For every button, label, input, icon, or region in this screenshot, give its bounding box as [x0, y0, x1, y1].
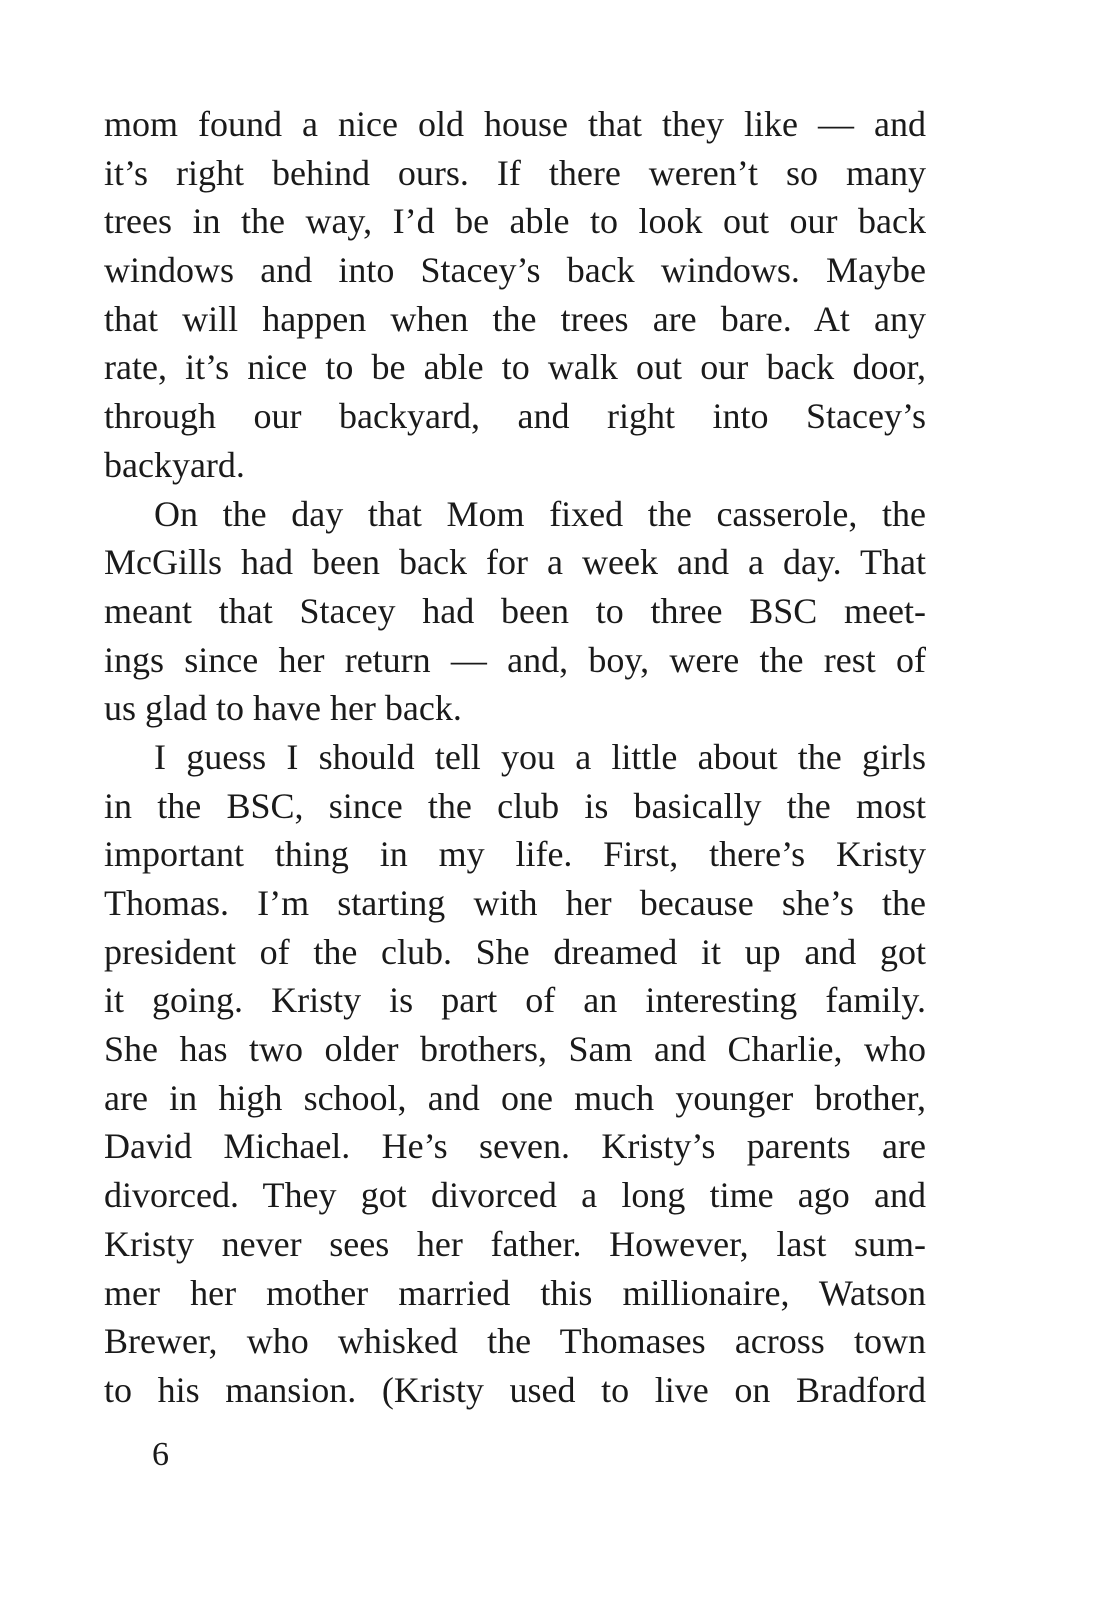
text-line: president of the club. She dreamed it up and got — [104, 931, 926, 972]
text-line: trees in the way, I’d be able to look out our back — [104, 201, 926, 242]
text-line: rate, it’s nice to be able to walk out our back door, — [104, 347, 926, 388]
text-line: in the BSC, since the club is basically the most — [104, 785, 926, 826]
text-line: David Michael. He’s seven. Kristy’s parents are — [104, 1126, 926, 1167]
body-text — [104, 100, 926, 1415]
text-line: are in high school, and one much younger brother, — [104, 1077, 926, 1118]
text-line: I guess I should tell you a little about the girls — [154, 736, 926, 777]
text-line: divorced. They got divorced a long time ago and — [104, 1175, 926, 1216]
text-line: important thing in my life. First, there’s Kristy — [104, 834, 926, 875]
text-line: Thomas. I’m starting with her because she’s the — [104, 883, 926, 923]
text-line: backyard. — [104, 444, 245, 485]
text-line: mom found a nice old house that they like — and — [104, 104, 926, 144]
page-number: 6 — [152, 1436, 169, 1473]
text-line: She has two older brothers, Sam and Charlie, who — [104, 1029, 926, 1070]
text-line: On the day that Mom fixed the casserole, the — [154, 493, 926, 534]
text-line: McGills had been back for a week and a day. That — [104, 542, 926, 583]
text-line: ings since her return — and, boy, were the rest of — [104, 639, 926, 680]
text-line: it going. Kristy is part of an interesting family. — [104, 980, 926, 1021]
text-line: it’s right behind ours. If there weren’t so many — [104, 152, 926, 193]
text-line: meant that Stacey had been to three BSC meet- — [104, 590, 926, 631]
text-line: Kristy never sees her father. However, last sum- — [104, 1223, 926, 1264]
text-line: through our backyard, and right into Stacey’s — [104, 396, 926, 437]
text-line: to his mansion. (Kristy used to live on Bradford — [104, 1369, 926, 1410]
text-line: us glad to have her back. — [104, 688, 462, 729]
text-line: windows and into Stacey’s back windows. Maybe — [104, 250, 926, 291]
text-line: Brewer, who whisked the Thomases across town — [104, 1321, 926, 1362]
text-line: that will happen when the trees are bare. At any — [104, 298, 926, 339]
text-line: mer her mother married this millionaire, Watson — [104, 1272, 926, 1313]
